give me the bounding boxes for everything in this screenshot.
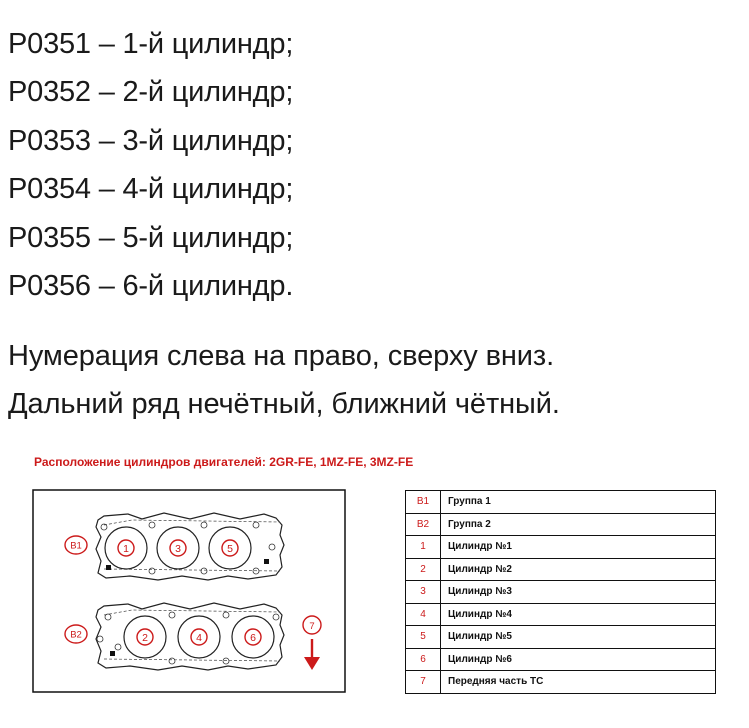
code-line: P0351 – 1-й цилиндр;: [8, 28, 294, 60]
legend-row: [406, 626, 716, 649]
note-line: Нумерация слева на право, сверху вниз.: [8, 340, 555, 372]
code-line: P0353 – 3-й цилиндр;: [8, 124, 294, 157]
legend-key: 3: [406, 581, 441, 604]
coolant-port: [110, 651, 115, 656]
cylinder-2-label: 2: [142, 632, 148, 644]
legend-key: B1: [406, 491, 441, 514]
front-label: 7: [309, 621, 315, 632]
cylinder-6-label: 6: [250, 632, 256, 644]
legend-key: 2: [406, 558, 441, 581]
note-line: Дальний ряд нечётный, ближний чётный.: [8, 388, 560, 420]
code-line: P0356 – 6-й цилиндр.: [8, 269, 294, 302]
error-code-list: [8, 20, 293, 310]
legend-label: Цилиндр №3: [441, 581, 716, 604]
cylinder-3-label: 3: [175, 543, 181, 555]
legend-key: 4: [406, 603, 441, 626]
diagram-frame: [33, 490, 345, 692]
legend-row: [406, 491, 716, 514]
legend-row: [406, 558, 716, 581]
legend-row: [406, 581, 716, 604]
legend-label: Передняя часть ТС: [441, 671, 716, 694]
legend-key: 7: [406, 671, 441, 694]
cylinder-4-label: 4: [196, 632, 202, 644]
legend-row: [406, 513, 716, 536]
legend-label: Группа 2: [441, 513, 716, 536]
legend-label: Цилиндр №6: [441, 648, 716, 671]
legend-row: [406, 536, 716, 559]
code-line: P0352 – 2-й цилиндр;: [8, 76, 294, 109]
legend-label: Цилиндр №4: [441, 603, 716, 626]
numbering-notes: [8, 332, 560, 428]
engine-diagram: [32, 489, 348, 695]
coolant-port: [264, 559, 269, 564]
legend-key: 1: [406, 536, 441, 559]
legend-label: Группа 1: [441, 491, 716, 514]
legend-key: 5: [406, 626, 441, 649]
legend-key: 6: [406, 648, 441, 671]
legend-row: [406, 671, 716, 694]
bank2-label: B2: [70, 629, 82, 641]
legend-label: Цилиндр №1: [441, 536, 716, 559]
legend-table: [405, 490, 716, 694]
code-line: P0354 – 4-й цилиндр;: [8, 173, 294, 206]
code-line: P0355 – 5-й цилиндр;: [8, 221, 294, 254]
cylinder-5-label: 5: [227, 543, 233, 555]
legend-row: [406, 648, 716, 671]
legend-row: [406, 603, 716, 626]
cylinder-1-label: 1: [123, 543, 129, 555]
legend-key: B2: [406, 513, 441, 536]
legend-label: Цилиндр №2: [441, 558, 716, 581]
bank1-label: B1: [70, 540, 82, 552]
legend-label: Цилиндр №5: [441, 626, 716, 649]
diagram-title: Расположение цилиндров двигателей: 2GR-FE, 1MZ-FE, 3MZ-FE: [34, 455, 414, 469]
coolant-port: [106, 565, 111, 570]
